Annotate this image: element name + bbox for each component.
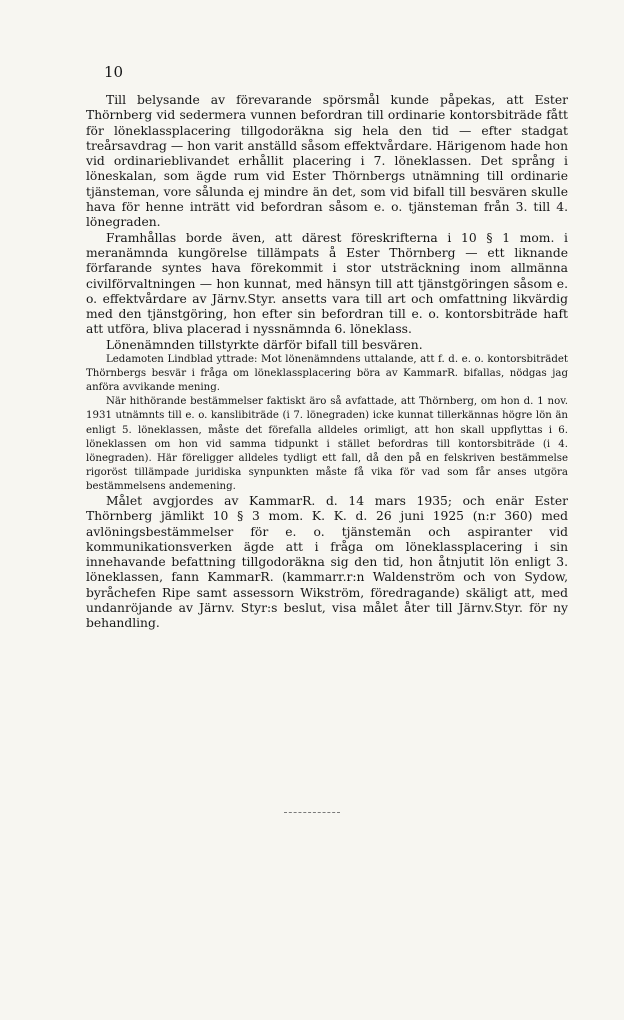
paragraph-decision: Målet avgjordes av KammarR. d. 14 mars 1935; och enär Ester Thörnberg jämlikt 10 § 3 mom. K. K. d. 26 juni 1925 (n:r 360) med avlöningsbestämmelser för e. o. tjänstemän och aspiranter vid kommunikationsverken ägde att i fråga om löneklassplacering i sin innehavande befattning tillgodoräkna sig den tid, hon åtnjutit lön enligt 3. löneklassen, fann KammarR. (kammarr.r:n Waldenström och von Sydow, byråchefen Ripe samt assessorn Wikström, föredragande) skäligt att, med undanröjande av Järnv. Styr:s beslut, visa målet åter till Järnv.Styr. för ny behandling. [86,493,568,631]
page-number: 10 [104,63,124,81]
paragraph-dissent-argument: När hithörande bestämmelser faktiskt äro så avfattade, att Thörnberg, om hon d. 1 nov. 1931 utnämnts till e. o. kanslibiträde (i 7. lönegraden) icke kunnat tillerkännas högre lön än enligt 5. löneklassen, måste det förefalla alldeles orimligt, att hon skall uppflyttas i 6. löneklassen om hon vid samma tidpunkt i stället befordras till kontorsbiträde (i 4. lönegraden). Här föreligger alldeles tydligt ett fall, då den på en felskriven bestämmelse rigoröst tillämpade juridiska synpunkten måste få vika för vad som får anses utgöra bestämmelsens andemening. [86,396,568,492]
page-body [86,93,568,632]
paragraph-recommendation: Lönenämnden tillstyrkte därför bifall till besvären. [106,337,423,352]
paragraph-regulation: Framhållas borde även, att därest föreskrifterna i 10 § 1 mom. i meranämnda kungörelse tillämpats å Ester Thörnberg — ett liknande förfarande syntes hava förekommit i stor utsträckning inom allmänna civilförvaltningen — hon kunnat, med hänsyn till att tjänstgöringen såsom e. o. effektvårdare av Järnv.Styr. ansetts vara till art och omfattning likvärdig med den tjänstgöring, hon efter sin befordran till e. o. kontorsbiträde haft att utföra, bliva placerad i nyssnämnda 6. löneklass. [86,230,568,337]
paragraph-background: Till belysande av förevarande spörsmål kunde påpekas, att Ester Thörnberg vid sedermera vunnen befordran till ordinarie kontorsbiträde fått för löneklassplacering tillgodoräkna sig hela den tid — efter stadgat treårsavdrag — hon varit anställd såsom effektvårdare. Härigenom hade hon vid ordinarieblivandet erhållit placering i 7. löneklassen. Det språng i löneskalan, som ägde rum vid Ester Thörnbergs utnämning till ordinarie tjänsteman, vore sålunda ej mindre än det, som vid bifall till besvären skulle hava för henne inträtt vid befordran såsom e. o. tjänsteman från 3. till 4. lönegraden. [86,93,568,230]
paragraph-dissent-intro: Ledamoten Lindblad yttrade: Mot lönenämndens uttalande, att f. d. e. o. kontorsbiträdet Thörnbergs besvär i fråga om löneklassplacering böra av KammarR. bifallas, nödgas jag anföra avvikande mening. [86,354,568,394]
section-divider [284,812,340,813]
